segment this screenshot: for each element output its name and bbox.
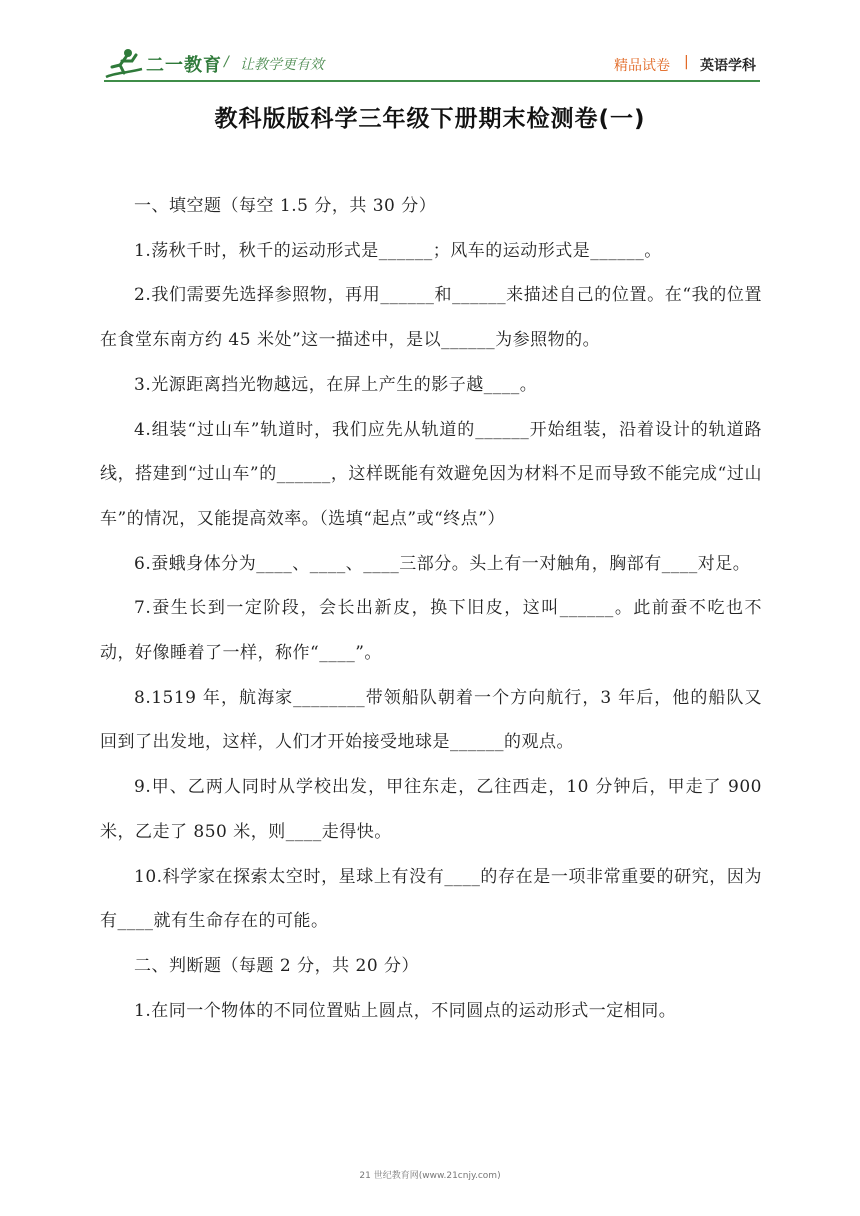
question: 2.我们需要先选择参照物，再用______和______来描述自己的位置。在“我的位置在食堂东南方约 45 米处”这一描述中，是以______为参照物的。 [100, 285, 762, 351]
question: 10.科学家在探索太空时，星球上有没有____的存在是一项非常重要的研究，因为有____就有生命存在的可能。 [100, 866, 762, 932]
question: 1.荡秋千时，秋千的运动形式是______；风车的运动形式是______。 [134, 240, 662, 261]
header-tag-quality: 精品试卷 [614, 58, 670, 74]
question: 6.蚕蛾身体分为____、____、____三部分。头上有一对触角，胸部有____对足。 [134, 553, 751, 574]
brand-logo [104, 46, 222, 82]
question: 7.蚕生长到一定阶段，会长出新皮，换下旧皮，这叫______。此前蚕不吃也不动，好像睡着了一样，称作“____”。 [100, 598, 762, 664]
section-heading: 二、判断题（每题 2 分，共 20 分） [134, 955, 420, 976]
exam-content [100, 184, 762, 1033]
header-tag-divider: | [684, 54, 689, 70]
header-divider [104, 80, 760, 82]
header-tag-subject: 英语学科 [700, 58, 756, 74]
question: 9.甲、乙两人同时从学校出发，甲往东走，乙往西走，10 分钟后，甲走了 900 米，乙走了 850 米，则____走得快。 [100, 777, 762, 842]
page-footer: 21 世纪教育网(www.21cnjy.com) [359, 1171, 501, 1181]
question: 3.光源距离挡光物越远，在屏上产生的影子越____。 [134, 374, 538, 395]
question: 1.在同一个物体的不同位置贴上圆点，不同圆点的运动形式一定相同。 [134, 1000, 677, 1021]
runner-logo-icon [104, 47, 144, 81]
section-heading: 一、填空题（每空 1.5 分，共 30 分） [134, 196, 437, 216]
brand-slogan: 让教学更有效 [240, 57, 324, 73]
slogan-divider: / [224, 54, 229, 70]
brand-name: 二一教育 [146, 55, 222, 76]
question: 8.1519 年，航海家________带领船队朝着一个方向航行，3 年后，他的船队又回到了出发地，这样，人们才开始接受地球是______的观点。 [100, 687, 762, 753]
question: 4.组装“过山车”轨道时，我们应先从轨道的______开始组装，沿着设计的轨道路线，搭建到“过山车”的______，这样既能有效避免因为材料不足而导致不能完成“过山车”的情况，又能提高效率。（选填“起点”或“终点”） [100, 419, 762, 529]
page-title: 教科版版科学三年级下册期末检测卷(一) [214, 106, 646, 132]
page-header [0, 0, 860, 96]
